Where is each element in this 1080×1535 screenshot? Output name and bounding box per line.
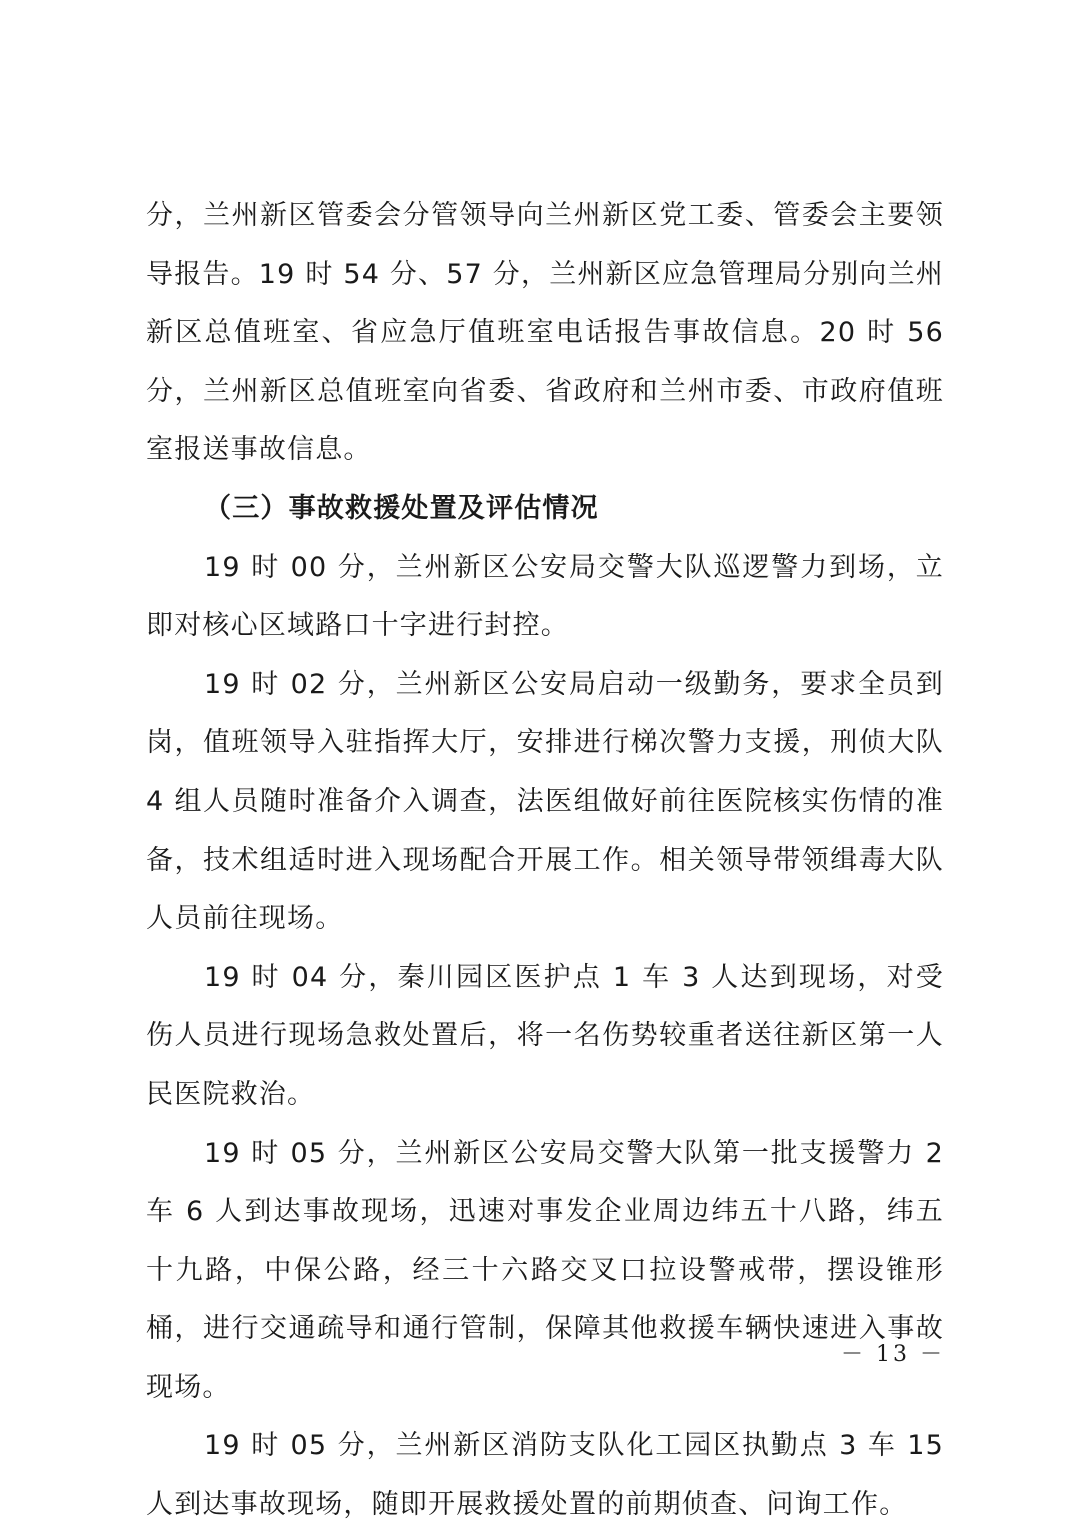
document-body bbox=[146, 187, 944, 1535]
paragraph-1902: 19 时 02 分，兰州新区公安局启动一级勤务，要求全员到岗，值班领导入驻指挥大厅，安排进行梯次警力支援，刑侦大队 4 组人员随时准备介入调查，法医组做好前往医院核实伤情的准备，技术组适时进入现场配合开展工作。相关领导带领缉毒大队人员前往现场。 bbox=[146, 668, 944, 935]
paragraph-1905-traffic: 19 时 05 分，兰州新区公安局交警大队第一批支援警力 2 车 6 人到达事故现场，迅速对事发企业周边纬五十八路，纬五十九路，中保公路，经三十六路交叉口拉设警戒带，摆设锥形桶，进行交通疏导和通行管制，保障其他救援车辆快速进入事故现场。 bbox=[146, 1137, 944, 1403]
page-number: － 13 － bbox=[841, 1342, 945, 1367]
section-heading-rescue: （三）事故救援处置及评估情况 bbox=[204, 492, 599, 524]
paragraph-continued-report: 分，兰州新区管委会分管领导向兰州新区党工委、管委会主要领导报告。19 时 54 分、57 分，兰州新区应急管理局分别向兰州新区总值班室、省应急厅值班室电话报告事故信息。20 时 56 分，兰州新区总值班室向省委、省政府和兰州市委、市政府值班室报送事故信息。 bbox=[146, 200, 944, 466]
paragraph-1905-fire: 19 时 05 分，兰州新区消防支队化工园区执勤点 3 车 15 人到达事故现场，随即开展救援处置的前期侦查、问询工作。 bbox=[146, 1430, 944, 1521]
paragraph-1904: 19 时 04 分，秦川园区医护点 1 车 3 人达到现场，对受伤人员进行现场急救处置后，将一名伤势较重者送往新区第一人民医院救治。 bbox=[146, 961, 944, 1110]
paragraph-1900: 19 时 00 分，兰州新区公安局交警大队巡逻警力到场，立即对核心区域路口十字进行封控。 bbox=[146, 551, 944, 642]
